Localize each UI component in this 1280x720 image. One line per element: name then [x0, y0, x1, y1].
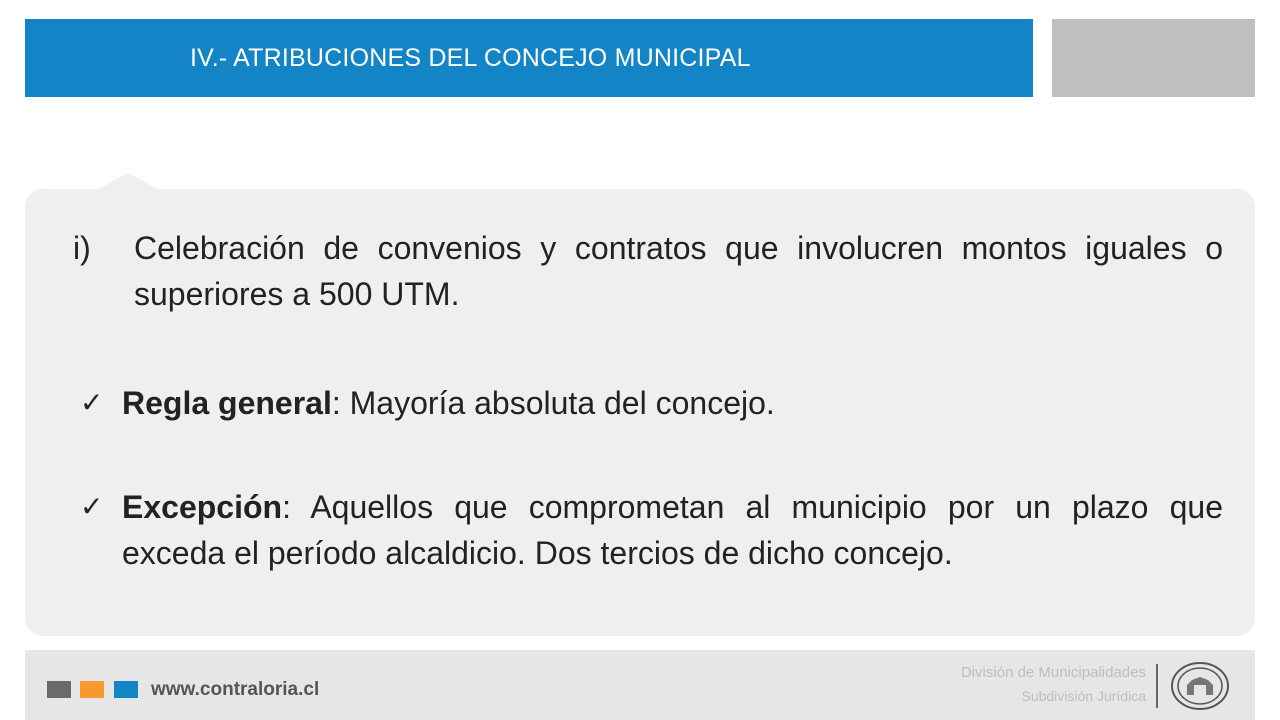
checkmark-icon: ✓	[80, 490, 104, 523]
rule-label: Regla general	[122, 385, 332, 421]
list-item-i-text: Celebración de convenios y contratos que involucren montos iguales o superiores a 500 UTM.	[134, 230, 1223, 312]
header-gray-block	[1052, 19, 1255, 97]
footer-divider	[1156, 664, 1158, 708]
contraloria-seal-icon	[1170, 661, 1230, 711]
exception-label: Excepción	[122, 489, 283, 525]
list-marker-i: i)	[73, 230, 91, 266]
checkmark-icon: ✓	[80, 386, 104, 419]
website-link[interactable]: www.contraloria.cl	[151, 679, 320, 700]
rule-text-block	[122, 380, 1223, 426]
list-item-i	[73, 225, 1223, 317]
rule-text: : Mayoría absoluta del concejo.	[331, 385, 775, 421]
exception-text: : Aquellos que comprometan al municipio por un plazo que exceda el período alcaldicio. Dos tercios de dicho concejo.	[122, 489, 1223, 571]
callout-pointer	[96, 173, 160, 190]
slide-title: IV.- ATRIBUCIONES DEL CONCEJO MUNICIPAL	[190, 44, 751, 72]
exception-text-block	[122, 484, 1223, 576]
division-label: División de Municipalidades	[960, 664, 1146, 681]
rule-item	[80, 380, 1223, 426]
footer-square-blue	[114, 681, 138, 698]
exception-item	[80, 484, 1223, 576]
subdivision-label: Subdivisión Jurídica	[1021, 688, 1146, 704]
footer-square-gray	[47, 681, 71, 698]
footer-square-orange	[80, 681, 104, 698]
